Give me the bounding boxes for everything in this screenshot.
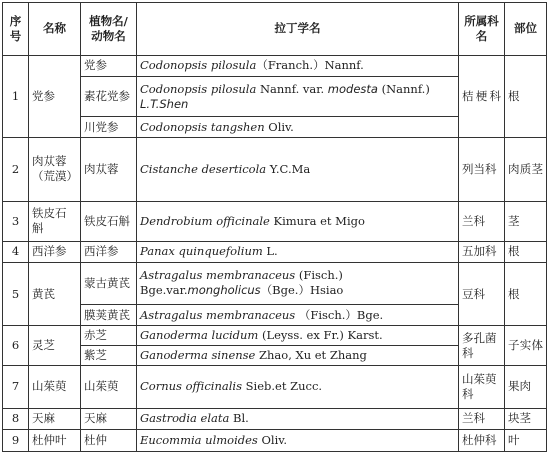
latin-author: Oliv. xyxy=(268,119,294,134)
plant-name: 肉苁蓉 xyxy=(81,138,137,201)
latin-name xyxy=(137,76,459,116)
latin-name xyxy=(137,241,459,262)
latin-name xyxy=(137,408,459,429)
header-plant: 植物名/动物名 xyxy=(81,3,137,56)
latin-name xyxy=(137,429,459,451)
latin-species: Ganoderma lucidum xyxy=(140,328,259,343)
latin-species: Eucommia ulmoides xyxy=(140,432,258,447)
row-index: 5 xyxy=(3,262,29,325)
latin-name xyxy=(137,326,459,346)
plant-name: 膜荚黄芪 xyxy=(81,305,137,326)
latin-author: Y.C.Ma xyxy=(269,161,311,176)
latin-species: Codonopsis tangshen xyxy=(140,119,265,134)
plant-name: 杜仲 xyxy=(81,429,137,451)
header-index: 序号 xyxy=(3,3,29,56)
plant-name: 西洋参 xyxy=(81,241,137,262)
plant-name: 山茱萸 xyxy=(81,366,137,408)
row-index: 9 xyxy=(3,429,29,451)
row-name: 天麻 xyxy=(29,408,81,429)
header-latin: 拉丁学名 xyxy=(137,3,459,56)
latin-name xyxy=(137,305,459,326)
table-row xyxy=(3,366,547,408)
row-name: 党参 xyxy=(29,55,81,137)
plant-name: 川党参 xyxy=(81,117,137,138)
latin-name xyxy=(137,138,459,201)
latin-author: (Nannf.) xyxy=(381,81,430,96)
row-family: 兰科 xyxy=(459,201,505,241)
latin-author: (Leyss. ex Fr.) Karst. xyxy=(262,328,383,343)
latin-variety: modesta xyxy=(327,81,378,96)
row-family: 兰科 xyxy=(459,408,505,429)
table-row xyxy=(3,408,547,429)
latin-name xyxy=(137,346,459,366)
latin-author: Kimura et Migo xyxy=(273,213,365,228)
latin-species: Cornus officinalis xyxy=(140,379,242,394)
latin-author: Bge.var. xyxy=(140,283,188,298)
latin-author: (Fisch.) xyxy=(298,268,343,283)
row-family: 多孔菌科 xyxy=(459,326,505,366)
table-row xyxy=(3,429,547,451)
row-index: 1 xyxy=(3,55,29,137)
row-family: 五加科 xyxy=(459,241,505,262)
latin-variety: mongholicus xyxy=(187,283,261,298)
latin-species: Cistanche deserticola xyxy=(140,161,267,176)
latin-author: Zhao, Xu et Zhang xyxy=(259,348,367,363)
latin-name xyxy=(137,117,459,138)
latin-author: L. xyxy=(266,244,278,259)
row-family: 列当科 xyxy=(459,138,505,201)
row-part: 根 xyxy=(505,262,547,325)
row-name: 黄芪 xyxy=(29,262,81,325)
latin-species: Codonopsis pilosula xyxy=(140,81,257,96)
latin-species: Codonopsis pilosula xyxy=(140,58,257,73)
table-row xyxy=(3,201,547,241)
plant-name: 铁皮石斛 xyxy=(81,201,137,241)
latin-species: Panax quinquefolium xyxy=(140,244,263,259)
row-family: 杜仲科 xyxy=(459,429,505,451)
herb-table xyxy=(2,2,547,452)
latin-author: （Franch.）Nannf. xyxy=(256,58,364,73)
row-name: 铁皮石斛 xyxy=(29,201,81,241)
header-row xyxy=(3,3,547,56)
row-part: 根 xyxy=(505,55,547,137)
row-index: 2 xyxy=(3,138,29,201)
row-part: 茎 xyxy=(505,201,547,241)
row-family: 山茱萸科 xyxy=(459,366,505,408)
latin-name xyxy=(137,201,459,241)
latin-author: Sieb.et Zucc. xyxy=(245,379,323,394)
table-row xyxy=(3,326,547,346)
row-family: 豆科 xyxy=(459,262,505,325)
plant-name: 素花党参 xyxy=(81,76,137,116)
header-family: 所属科名 xyxy=(459,3,505,56)
row-part: 根 xyxy=(505,241,547,262)
latin-author: Oliv. xyxy=(261,432,288,447)
plant-name: 天麻 xyxy=(81,408,137,429)
row-index: 8 xyxy=(3,408,29,429)
latin-species: Ganoderma sinense xyxy=(140,348,256,363)
table-row xyxy=(3,55,547,76)
plant-name: 党参 xyxy=(81,55,137,76)
plant-name: 蒙古黄芪 xyxy=(81,262,137,304)
latin-species: Dendrobium officinale xyxy=(140,213,270,228)
row-name: 杜仲叶 xyxy=(29,429,81,451)
row-part: 果肉 xyxy=(505,366,547,408)
row-part: 块茎 xyxy=(505,408,547,429)
latin-name xyxy=(137,262,459,304)
header-name: 名称 xyxy=(29,3,81,56)
latin-name xyxy=(137,55,459,76)
row-family: 桔梗科 xyxy=(459,55,505,137)
latin-species: Astragalus membranaceus xyxy=(140,307,296,322)
table-row xyxy=(3,262,547,304)
row-name: 灵芝 xyxy=(29,326,81,366)
latin-name xyxy=(137,366,459,408)
latin-species: Gastrodia elata xyxy=(140,411,230,426)
row-index: 7 xyxy=(3,366,29,408)
row-part: 子实体 xyxy=(505,326,547,366)
table-row xyxy=(3,241,547,262)
row-name: 山茱萸 xyxy=(29,366,81,408)
latin-author: L.T.Shen xyxy=(140,96,189,111)
row-name: 肉苁蓉（荒漠） xyxy=(29,138,81,201)
latin-species: Astragalus membranaceus xyxy=(140,268,296,283)
row-name: 西洋参 xyxy=(29,241,81,262)
latin-author: Bl. xyxy=(233,411,249,426)
plant-name: 赤芝 xyxy=(81,326,137,346)
table-row xyxy=(3,138,547,201)
latin-author: （Fisch.）Bge. xyxy=(298,307,384,322)
row-part: 肉质茎 xyxy=(505,138,547,201)
plant-name: 紫芝 xyxy=(81,346,137,366)
latin-author: （Bge.）Hsiao xyxy=(260,283,344,298)
row-index: 6 xyxy=(3,326,29,366)
row-part: 叶 xyxy=(505,429,547,451)
row-index: 4 xyxy=(3,241,29,262)
header-part: 部位 xyxy=(505,3,547,56)
row-index: 3 xyxy=(3,201,29,241)
latin-author: Nannf. var. xyxy=(259,81,325,96)
